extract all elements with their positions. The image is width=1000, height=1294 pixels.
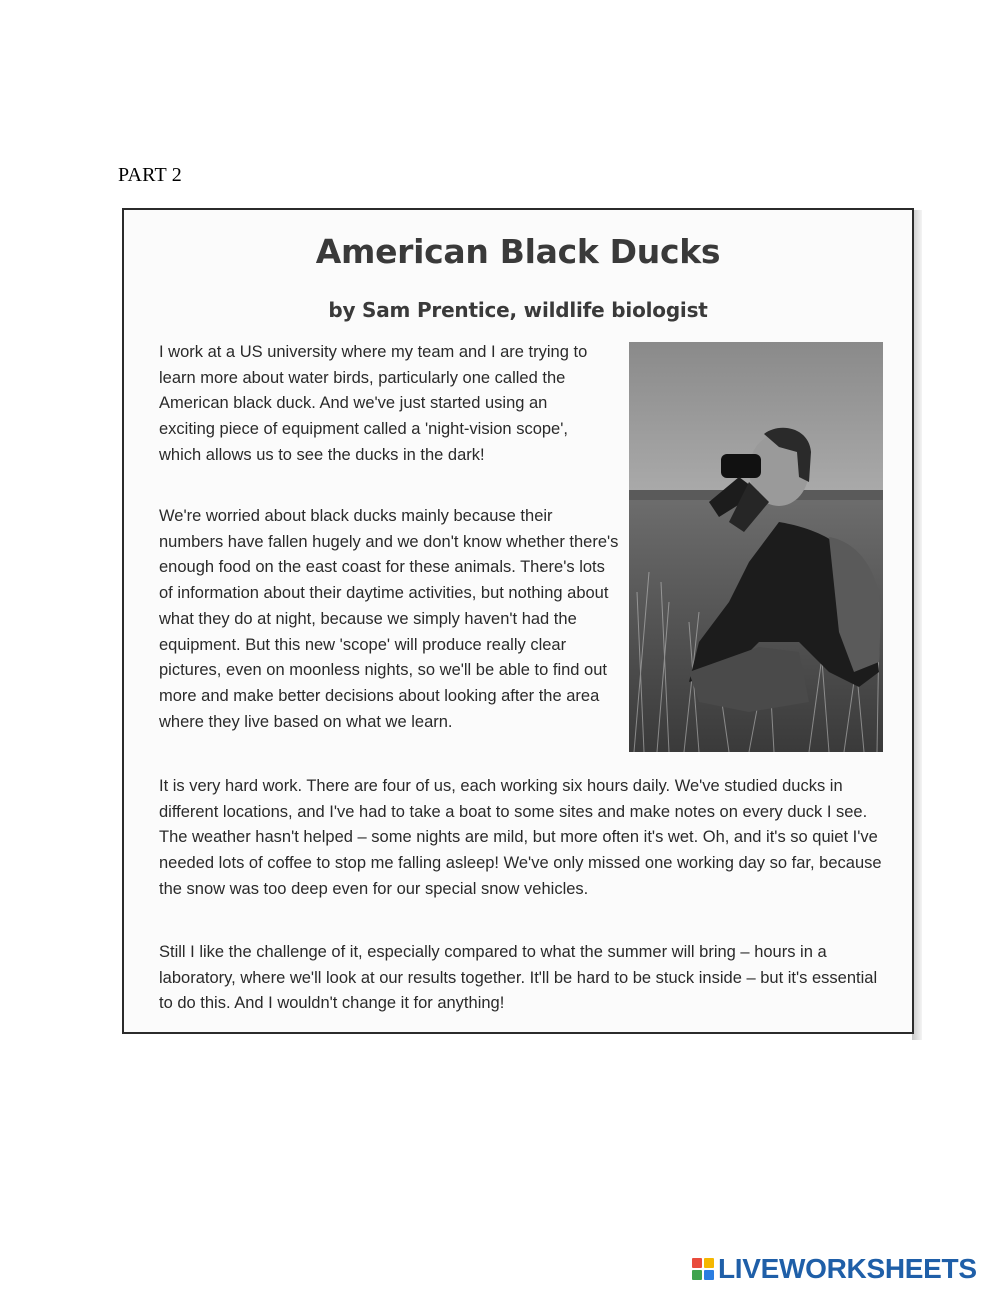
logo-block-3 <box>692 1270 702 1280</box>
article-title: American Black Ducks <box>315 232 721 271</box>
paragraph-1: I work at a US university where my team and I are trying to learn more about water birds, particularly one called the American black duck. And we've just started using an exciting piece of equipment called a 'night-vision scope', which allows us to see the ducks in the dark! <box>159 343 588 464</box>
article-box <box>122 208 914 1034</box>
paragraph-3: It is very hard work. There are four of us, each working six hours daily. We've studied ducks in different locations, and I've had to take a boat to some sites and make notes on every duck I see. The weather hasn't helped – some nights are mild, but more often it's wet. Oh, and it's so quiet I've needed lots of coffee to stop me falling asleep! We've only missed one working day so far, because the snow was too deep even for our special snow vehicles. <box>159 777 882 898</box>
biologist-with-binoculars-photo <box>629 342 883 752</box>
logo-text: LIVEWORKSHEETS <box>718 1253 977 1284</box>
liveworksheets-logo[interactable] <box>692 1253 977 1285</box>
article-byline: by Sam Prentice, wildlife biologist <box>328 298 708 322</box>
logo-block-1 <box>692 1258 702 1268</box>
logo-block-2 <box>704 1258 714 1268</box>
logo-blocks-icon <box>692 1258 714 1280</box>
paragraph-4: Still I like the challenge of it, especially compared to what the summer will bring – hours in a laboratory, where we'll look at our results together. It'll be hard to be stuck inside – but it's essential to do this. And I wouldn't change it for anything! <box>159 943 878 1013</box>
paragraph-2: We're worried about black ducks mainly because their numbers have fallen hugely and we don't know whether there's enough food on the east coast for these animals. There's lots of information about their daytime activities, but nothing about what they do at night, because we simply haven't had the equipment. But this new 'scope' will produce really clear pictures, even on moonless nights, so we'll be able to find out more and make better decisions about looking after the area where they live based on what we learn. <box>159 507 619 731</box>
logo-block-4 <box>704 1270 714 1280</box>
part-label: PART 2 <box>118 164 182 186</box>
